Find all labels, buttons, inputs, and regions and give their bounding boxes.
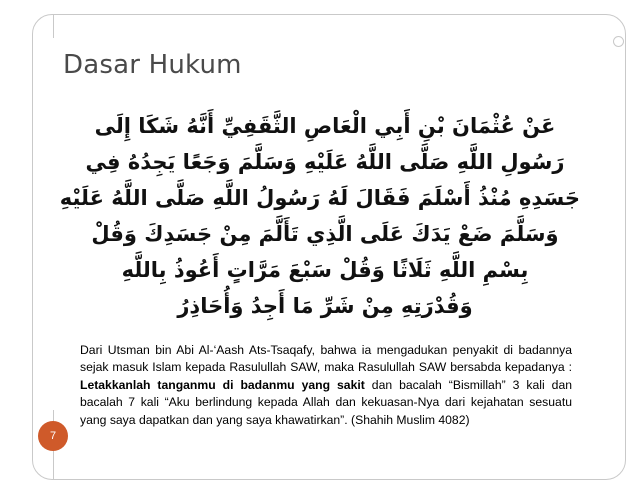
arabic-line: جَسَدِهِ مُنْذُ أَسْلَمَ فَقَالَ لَهُ رَسُولُ اللَّهِ صَلَّى اللَّهُ عَلَيْهِ bbox=[59, 186, 580, 210]
translation-text-end: dan bacalah “Bismillah” 3 kali dan bacalah 7 kali “Aku berlindung kepada Allah dan kekuasan-Nya dari kejahatan sesuatu yang saya dapatkan dan yang saya khawatirkan”. (Shahih Muslim 4082) bbox=[80, 377, 572, 427]
frame-corner-ornament bbox=[613, 36, 624, 47]
slide-title: Dasar Hukum bbox=[63, 50, 242, 80]
arabic-line: بِسْمِ اللَّهِ ثَلَاثًا وَقُلْ سَبْعَ مَرَّاتٍ أَعُوذُ بِاللَّهِ bbox=[121, 258, 529, 282]
arabic-line: وَسَلَّمَ ضَعْ يَدَكَ عَلَى الَّذِي تَأَلَّمَ مِنْ جَسَدِكَ وَقُلْ bbox=[91, 222, 559, 246]
page-number-badge bbox=[38, 421, 68, 451]
arabic-hadith-text bbox=[59, 108, 580, 324]
page-number: 7 bbox=[49, 430, 57, 442]
arabic-line: عَنْ عُثْمَانَ بْنِ أَبِي الْعَاصِ الثَّقَفِيِّ أَنَّهُ شَكَا إِلَى bbox=[94, 114, 556, 138]
translation-text: Dari Utsman bin Abi Al-‘Aash Ats-Tsaqafy, bahwa ia mengadukan penyakit di badannya sejak masuk Islam kepada Rasulullah SAW, maka Rasulullah SAW bersabda kepadanya : bbox=[80, 343, 572, 375]
left-divider-line bbox=[53, 14, 54, 38]
translation-paragraph bbox=[80, 342, 572, 429]
translation-highlight: Letakkanlah tanganmu di badanmu yang sakit bbox=[80, 377, 365, 392]
arabic-line: رَسُولِ اللَّهِ صَلَّى اللَّهُ عَلَيْهِ وَسَلَّمَ وَجَعًا يَجِدُهُ فِي bbox=[85, 150, 565, 174]
arabic-line: وَقُدْرَتِهِ مِنْ شَرِّ مَا أَجِدُ وَأُحَاذِرُ bbox=[177, 294, 473, 318]
